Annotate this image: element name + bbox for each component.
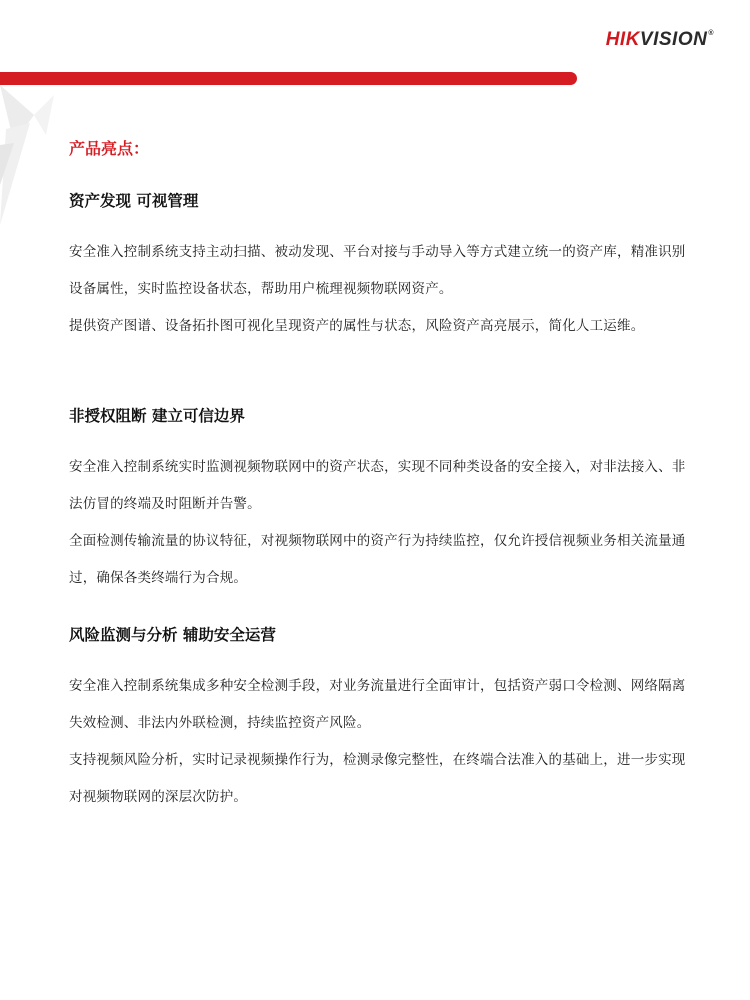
logo-vision-text: VISION [639,29,708,50]
section-paragraph: 支持视频风险分析，实时记录视频操作行为，检测录像完整性，在终端合法准入的基础上，进一步实现对视频物联网的深层次防护。 [69,752,686,805]
section-unauthorized-blocking [69,405,694,597]
header-red-band [0,72,577,85]
deco-shard-3 [34,95,54,135]
section-paragraph: 提供资产图谱、设备拓扑图可视化呈现资产的属性与状态，风险资产高亮展示，简化人工运维。 [69,318,645,334]
section-asset-discovery [69,190,694,345]
section-risk-monitoring [69,624,694,816]
deco-shard-2 [0,123,30,225]
section-paragraph: 安全准入控制系统集成多种安全检测手段，对业务流量进行全面审计，包括资产弱口令检测、网络隔离失效检测、非法内外联检测，持续监控资产风险。 [69,678,686,731]
section-paragraph: 安全准入控制系统支持主动扫描、被动发现、平台对接与手动导入等方式建立统一的资产库，精准识别设备属性，实时监控设备状态，帮助用户梳理视频物联网资产。 [69,244,686,297]
hikvision-logo [606,30,714,49]
product-highlights-title: 产品亮点： [69,139,150,158]
logo-registered-mark: ® [708,30,714,37]
section-paragraph: 安全准入控制系统实时监测视频物联网中的资产状态，实现不同种类设备的安全接入，对非法接入、非法仿冒的终端及时阻断并告警。 [69,459,686,512]
section-heading: 非授权阻断 建立可信边界 [69,407,245,425]
section-heading: 风险监测与分析 辅助安全运营 [69,626,276,644]
section-paragraph: 全面检测传输流量的协议特征，对视频物联网中的资产行为持续监控，仅允许授信视频业务相关流量通过，确保各类终端行为合规。 [69,533,686,586]
logo-hik-text: HIK [605,29,640,50]
decorative-shards-graphic [0,85,60,235]
section-heading: 资产发现 可视管理 [69,192,199,210]
